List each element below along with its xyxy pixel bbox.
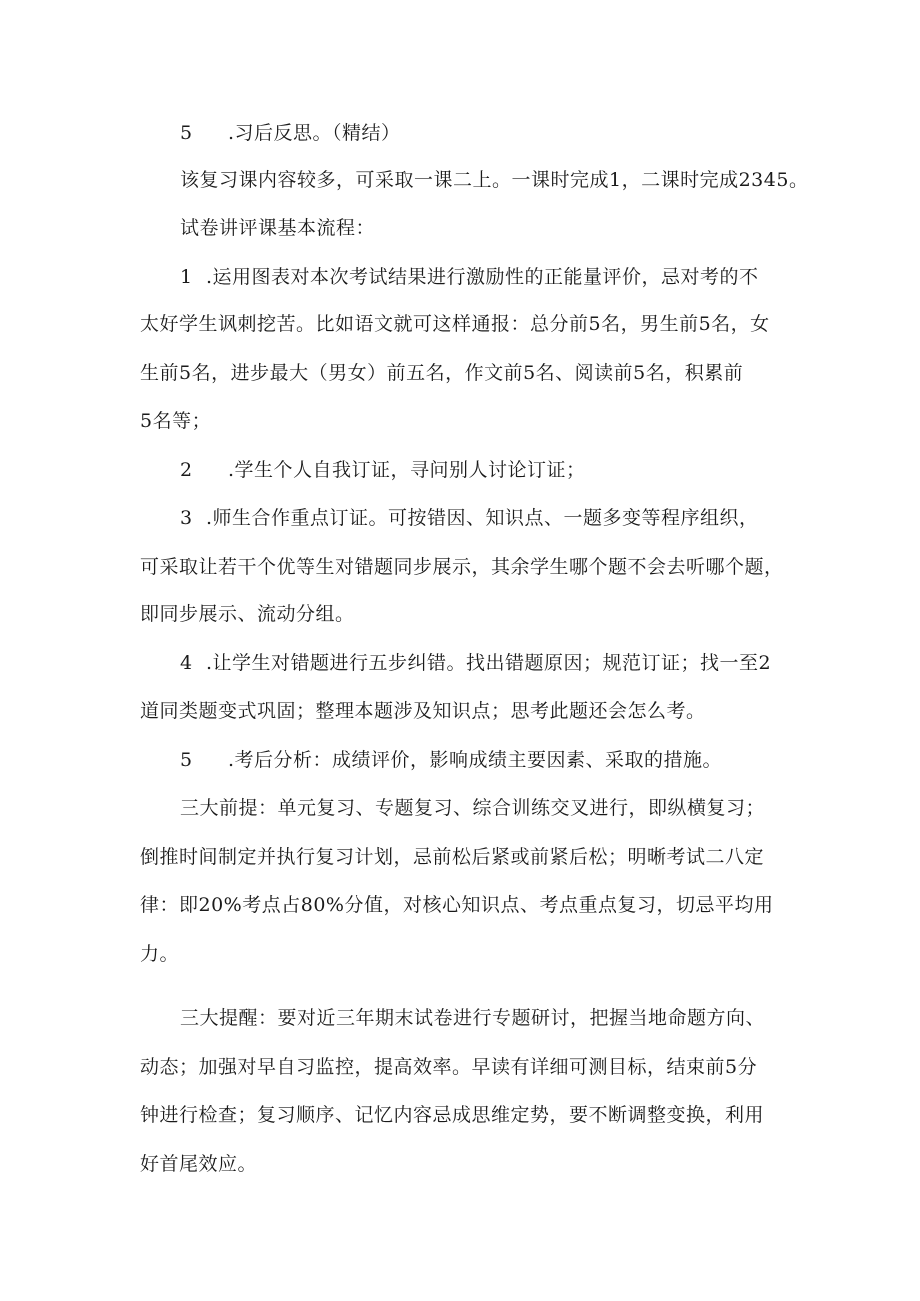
list-item-1-line-1 [180,265,759,289]
item-number: 5 [180,749,193,771]
item-text: .学生个人自我订证，寻问别人讨论订证； [228,459,586,481]
reminder-line-3: 钟进行检查；复习顺序、记忆内容忌成思维定势，要不断调整变换，利用 [140,1104,765,1126]
paragraph-reflection [180,121,401,145]
list-item-1-line-2: 太好学生讽刺挖苦。比如语文就可这样通报：总分前5名，男生前5名，女 [140,313,770,335]
list-item-3-line-1 [180,506,759,530]
list-item-2 [180,458,586,482]
premise-line-1: 三大前提：单元复习、专题复习、综合训练交叉进行，即纵横复习； [180,797,766,819]
list-item-4-line-1 [180,651,771,675]
item-number: 4 [180,652,193,674]
reminder-line-4: 好首尾效应。 [140,1153,258,1175]
item-number: 1 [180,266,193,288]
item-text: .考后分析：成绩评价，影响成绩主要因素、采取的措施。 [228,749,723,771]
paragraph-schedule: 该复习课内容较多，可采取一课二上。一课时完成1，二课时完成2345。 [180,169,809,191]
premise-line-2: 倒推时间制定并执行复习计划，忌前松后紧或前紧后松；明晰考试二八定 [140,846,765,868]
item-text: .师生合作重点订证。可按错因、知识点、一题多变等程序组织， [206,507,759,529]
premise-line-3: 律：即20%考点占80%分值，对核心知识点、考点重点复习，切忌平均用 [140,894,774,916]
reminder-line-2: 动态；加强对早自习监控，提高效率。早读有详细可测目标，结束前5分 [140,1056,758,1078]
list-item-3-line-3: 即同步展示、流动分组。 [140,603,355,625]
section-heading: 试卷讲评课基本流程： [180,217,376,239]
item-number: 3 [180,507,193,529]
item-text: .让学生对错题进行五步纠错。找出错题原因；规范订证；找一至2 [206,652,772,674]
list-item-4-line-2: 道同类题变式巩固；整理本题涉及知识点；思考此题还会怎么考。 [140,700,706,722]
list-item-1-line-3: 生前5名，进步最大（男女）前五名，作文前5名、阅读前5名，积累前 [140,362,744,384]
item-number: 2 [180,459,193,481]
list-item-1-line-4: 5名等； [140,410,212,432]
list-item-3-line-2: 可采取让若干个优等生对错题同步展示，其余学生哪个题不会去听哪个题， [140,556,784,578]
list-item-5 [180,748,722,772]
item-text: .习后反思。（精结） [228,122,401,144]
reminder-line-1: 三大提醒：要对近三年期末试卷进行专题研讨，把握当地命题方向、 [180,1007,766,1029]
item-text: .运用图表对本次考试结果进行激励性的正能量评价，忌对考的不 [206,266,759,288]
item-number: 5 [180,122,193,144]
premise-line-4: 力。 [140,943,180,965]
